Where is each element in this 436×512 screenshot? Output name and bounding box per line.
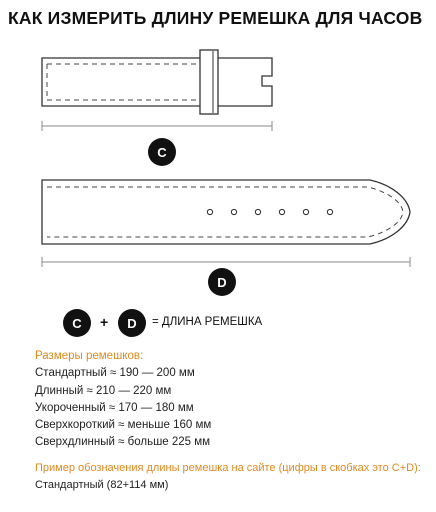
formula-d-badge	[118, 309, 146, 337]
strap-keeper-loop	[200, 50, 218, 114]
formula-plus: +	[100, 314, 109, 330]
long-strap-piece	[42, 180, 410, 244]
example-note-highlight: Пример обозначения длины ремешка на сайте (цифры в скобках это C+D):	[35, 462, 421, 474]
label-d: D	[217, 275, 227, 290]
example-note	[35, 460, 430, 494]
size-row: Длинный ≈ 210 — 220 мм	[35, 384, 172, 397]
size-row: Стандартный ≈ 190 — 200 мм	[35, 367, 195, 380]
label-c: C	[157, 145, 167, 160]
formula-c-badge	[63, 309, 91, 337]
label-d-badge	[208, 268, 236, 296]
size-row: Сверхкороткий ≈ меньше 160 мм	[35, 419, 212, 432]
measure-line-d	[42, 257, 410, 267]
example-note-text: Стандартный (82+114 мм)	[35, 479, 169, 491]
sizes-heading: Размеры ремешков:	[35, 350, 144, 362]
short-strap-piece	[42, 50, 272, 114]
strap-sizes-list	[35, 348, 211, 452]
formula-d-label: D	[127, 315, 137, 331]
page-title: КАК ИЗМЕРИТЬ ДЛИНУ РЕМЕШКА ДЛЯ ЧАСОВ	[8, 8, 423, 28]
size-row: Сверхдлинный ≈ больше 225 мм	[35, 436, 211, 449]
measure-line-c	[42, 121, 272, 131]
formula-result-label: = ДЛИНА РЕМЕШКА	[152, 316, 263, 328]
formula-row	[60, 308, 360, 340]
formula-c-label: C	[72, 315, 82, 331]
size-row: Укороченный ≈ 170 — 180 мм	[35, 401, 194, 414]
strap-holes	[207, 209, 332, 214]
label-c-badge	[148, 138, 176, 166]
